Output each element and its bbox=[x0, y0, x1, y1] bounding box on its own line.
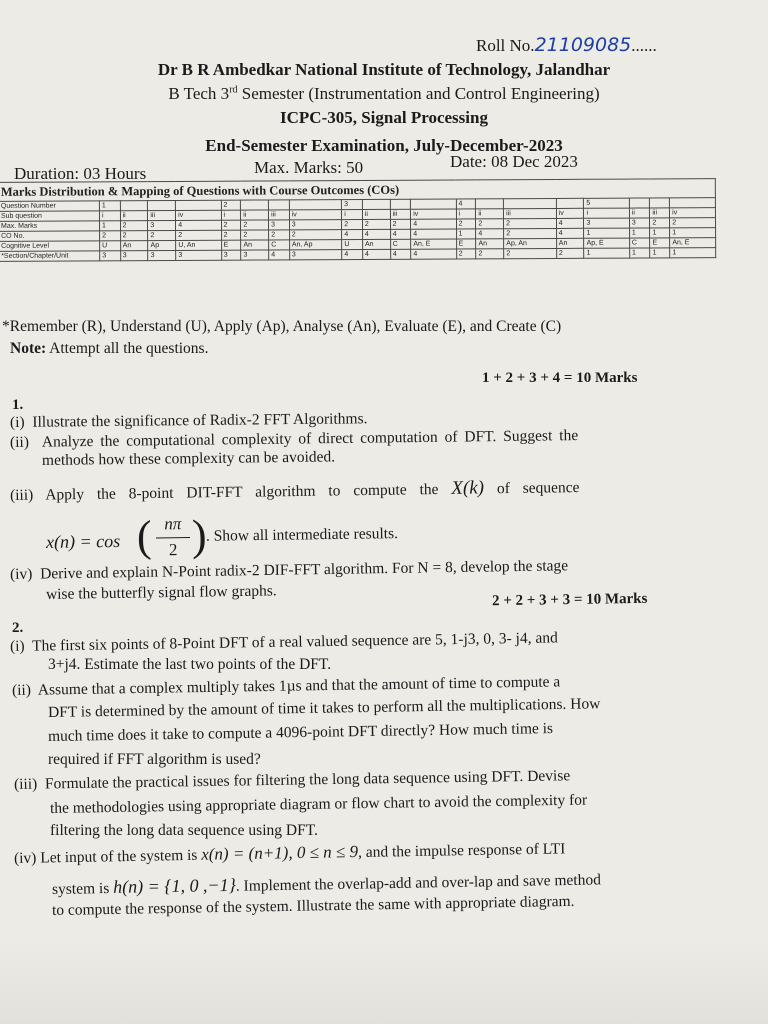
table-cell: iv bbox=[670, 208, 716, 218]
table-cell: 4 bbox=[411, 219, 456, 229]
q2-ii-label: (ii) bbox=[11, 681, 32, 699]
table-cell: 4 bbox=[176, 220, 221, 230]
eq-right-paren: ) bbox=[191, 510, 207, 560]
q1-iii-eq-denominator: 2 bbox=[168, 540, 178, 560]
table-cell: 2 bbox=[148, 230, 176, 240]
table-cell: 4 bbox=[342, 249, 363, 259]
table-cell: C bbox=[390, 239, 411, 249]
program-line bbox=[0, 84, 768, 104]
table-caption: Marks Distribution & Mapping of Questions with Course Outcomes (COs) bbox=[0, 179, 715, 202]
q2-iv-text-d: . Implement the overlap-add and over-lap and save method bbox=[235, 871, 602, 895]
q1-i bbox=[10, 410, 368, 432]
q2-iii-text: Formulate the practical issues for filtering the long data sequence using DFT. Devise bbox=[44, 767, 571, 793]
roll-number bbox=[476, 34, 657, 56]
max-marks: Max. Marks: 50 bbox=[254, 158, 364, 177]
q1-iii-xk: X(k) bbox=[451, 477, 485, 499]
table-cell: 4 bbox=[411, 229, 456, 239]
table-cell: 2 bbox=[342, 219, 363, 229]
table-cell: 1 bbox=[584, 248, 629, 258]
table-cell: 4 bbox=[342, 229, 363, 239]
table-cell: iv bbox=[289, 210, 342, 220]
q1-number: 1. bbox=[12, 397, 24, 413]
q1-marks: 1 + 2 + 3 + 4 = 10 Marks bbox=[482, 370, 638, 386]
eq-left-paren: ( bbox=[136, 511, 152, 561]
table-cell: ii bbox=[629, 208, 650, 218]
q2-iii-label: (iii) bbox=[13, 775, 38, 793]
table-cell: i bbox=[584, 208, 629, 218]
table-cell: 1 bbox=[584, 228, 629, 238]
table-cell: i bbox=[342, 209, 363, 219]
table-cell: 1 bbox=[670, 248, 716, 258]
q2-ii bbox=[12, 673, 561, 700]
q2-i-cont: 3+j4. Estimate the last two points of the DFT. bbox=[48, 656, 332, 673]
table-cell bbox=[650, 198, 670, 208]
table-cell: 2 bbox=[476, 219, 504, 229]
table-cell: ii bbox=[476, 209, 504, 219]
table-row-label: Max. Marks bbox=[0, 221, 100, 232]
table-cell: 1 bbox=[629, 248, 650, 258]
exam-date: Date: 08 Dec 2023 bbox=[450, 152, 578, 171]
q2-iv-text-c: system is bbox=[51, 880, 110, 898]
table-cell: An bbox=[241, 240, 269, 250]
q2-i-label: (i) bbox=[9, 637, 25, 655]
q2-i-text: The first six points of 8-Point DFT of a real valued sequence are 5, 1-j3, 0, 3- j4, and bbox=[31, 629, 558, 655]
table-cell: E bbox=[221, 240, 241, 250]
table-cell: 2 bbox=[221, 230, 241, 240]
table-row-label: *Section/Chapter/Unit bbox=[0, 251, 100, 262]
table-cell: 5 bbox=[584, 198, 629, 208]
q1-ii-label: (ii) bbox=[9, 433, 30, 451]
table-cell: 1 bbox=[100, 221, 121, 231]
table-cell: An bbox=[362, 239, 390, 249]
q1-i-text: Illustrate the significance of Radix-2 FFT Algorithms. bbox=[32, 410, 368, 431]
q1-iii-equation bbox=[45, 510, 399, 566]
table-cell: 2 bbox=[269, 230, 290, 240]
table-row-label: Cognitive Level bbox=[0, 241, 100, 252]
q1-ii-cont: methods how these complexity can be avoided. bbox=[41, 448, 336, 469]
q2-iv-xn: x(n) = (n+1), 0 ≤ n ≤ 9 bbox=[201, 841, 359, 864]
note-text: Attempt all the questions. bbox=[46, 340, 209, 357]
table-cell: An, Ap bbox=[289, 240, 342, 250]
table-cell: 3 bbox=[289, 220, 342, 230]
q2-ii-cont-3: required if FFT algorithm is used? bbox=[48, 751, 261, 768]
table-cell: 2 bbox=[670, 218, 716, 228]
roll-dots: ...... bbox=[631, 36, 657, 55]
table-cell: E bbox=[650, 238, 670, 248]
q1-iii-text-b: of sequence bbox=[496, 479, 580, 498]
table-cell: 1 bbox=[99, 201, 120, 211]
q2-i bbox=[10, 629, 558, 656]
q2-iii bbox=[14, 767, 570, 794]
table-cell: 2 bbox=[289, 230, 342, 240]
table-cell: 4 bbox=[476, 229, 504, 239]
q2-iv-label: (iv) bbox=[13, 849, 37, 867]
q1-iii-text: Apply the 8-point DIT-FFT algorithm to compute the bbox=[45, 481, 439, 504]
table-cell bbox=[289, 200, 342, 210]
q1-iv-label: (iv) bbox=[9, 565, 33, 583]
table-cell: iii bbox=[650, 208, 670, 218]
table-cell: Ap, E bbox=[584, 238, 629, 248]
q2-marks: 2 + 2 + 3 + 3 = 10 Marks bbox=[491, 590, 648, 610]
q1-iii-label: (iii) bbox=[9, 486, 34, 504]
table-cell bbox=[362, 199, 390, 209]
table-cell: 4 bbox=[556, 218, 584, 228]
table-cell bbox=[670, 198, 716, 208]
q2-iii-cont-1: the methodologies using appropriate diagram or flow chart to avoid the complexity for bbox=[49, 791, 588, 817]
roll-label: Roll No. bbox=[476, 36, 535, 55]
roll-handwritten-value: 21109085 bbox=[534, 34, 632, 56]
q2-number: 2. bbox=[12, 620, 24, 636]
table-cell: 3 bbox=[120, 251, 148, 261]
table-cell: 2 bbox=[100, 231, 121, 241]
table-cell bbox=[390, 199, 411, 209]
table-cell: An bbox=[120, 241, 148, 251]
table-cell: An bbox=[476, 239, 504, 249]
q1-iii-eq-numerator: nπ bbox=[164, 514, 182, 534]
table-row-label: CO No. bbox=[0, 231, 100, 242]
table-cell: iii bbox=[504, 208, 557, 218]
table-cell bbox=[629, 198, 650, 208]
table-cell: 2 bbox=[390, 219, 411, 229]
table-cell: ii bbox=[362, 209, 390, 219]
table-cell bbox=[476, 199, 504, 209]
table-cell: iv bbox=[411, 209, 456, 219]
program-text-rest: Semester (Instrumentation and Control Engineering) bbox=[237, 84, 600, 103]
q1-iii-eq-lhs: x(n) = cos bbox=[45, 530, 121, 552]
table-cell: 3 bbox=[148, 250, 176, 260]
table-cell: 2 bbox=[221, 220, 241, 230]
table-row-label: Sub question bbox=[0, 211, 100, 222]
table-cell: U bbox=[100, 241, 121, 251]
institute-name: Dr B R Ambedkar National Institute of Technology, Jalandhar bbox=[157, 60, 611, 79]
q1-iv-cont: wise the butterfly signal flow graphs. bbox=[45, 582, 277, 603]
program-superscript: rd bbox=[229, 84, 238, 96]
q2-ii-cont-1: DFT is determined by the amount of time it takes to perform all the multiplications. How bbox=[47, 695, 601, 721]
table-cell: i bbox=[456, 209, 476, 219]
table-cell: iv bbox=[176, 210, 221, 220]
q2-iv-text-b: , and the impulse response of LTI bbox=[357, 840, 566, 861]
table-cell bbox=[504, 198, 557, 208]
q2-ii-cont-2: much time does it take to compute a 4096-point DFT directly? How much time is bbox=[47, 720, 554, 745]
table-cell: 2 bbox=[221, 200, 241, 210]
table-cell: 3 bbox=[289, 250, 342, 260]
table-cell bbox=[120, 201, 148, 211]
eq-fraction-bar bbox=[156, 537, 190, 538]
table-cell: 4 bbox=[556, 228, 584, 238]
table-cell: 2 bbox=[504, 218, 557, 228]
table-cell: 2 bbox=[504, 248, 557, 258]
q1-iii-text-c: . Show all intermediate results. bbox=[205, 525, 399, 545]
q1-iv-text: Derive and explain N-Point radix-2 DIF-FFT algorithm. For N = 8, develop the stage bbox=[39, 557, 569, 583]
table-cell: An, E bbox=[411, 239, 456, 249]
table-cell: 2 bbox=[456, 249, 476, 259]
table-cell: 1 bbox=[650, 228, 670, 238]
table-cell: 2 bbox=[241, 230, 269, 240]
note-label: Note: bbox=[10, 340, 47, 357]
paper-shadow bbox=[0, 940, 768, 1024]
table-cell: C bbox=[629, 238, 650, 248]
table-cell: 4 bbox=[390, 229, 411, 239]
marks-distribution-table bbox=[0, 178, 716, 262]
table-cell: ii bbox=[241, 210, 269, 220]
table-cell: 1 bbox=[456, 229, 476, 239]
table-cell: 1 bbox=[629, 228, 650, 238]
note bbox=[10, 340, 208, 358]
table-cell: 2 bbox=[176, 230, 221, 240]
table-cell: 2 bbox=[362, 219, 390, 229]
table-cell: 4 bbox=[362, 229, 390, 239]
table-cell bbox=[269, 200, 290, 210]
q1-i-label: (i) bbox=[9, 413, 25, 431]
table-cell bbox=[241, 200, 269, 210]
table-cell: 3 bbox=[269, 220, 290, 230]
table-cell: 3 bbox=[241, 250, 269, 260]
table-cell: C bbox=[269, 240, 290, 250]
table-cell: i bbox=[221, 210, 241, 220]
q2-iv-text: Let input of the system is bbox=[40, 846, 198, 867]
program-text: B Tech 3 bbox=[168, 84, 230, 103]
table-cell: U bbox=[342, 239, 363, 249]
table-cell: 4 bbox=[269, 250, 290, 260]
table-cell bbox=[148, 200, 176, 210]
table-cell: 2 bbox=[650, 218, 670, 228]
exam-meta bbox=[0, 152, 768, 183]
table-cell: 3 bbox=[100, 251, 121, 261]
cognitive-legend: *Remember (R), Understand (U), Apply (Ap), Analyse (An), Evaluate (E), and Create (C) bbox=[2, 318, 562, 335]
table-cell: U, An bbox=[176, 240, 221, 250]
table-row-label: Question Number bbox=[0, 201, 99, 212]
table-cell: iv bbox=[556, 208, 584, 218]
table-cell: E bbox=[456, 239, 476, 249]
table-cell bbox=[556, 198, 584, 208]
table-cell: An bbox=[556, 238, 584, 248]
table-cell: 3 bbox=[148, 220, 176, 230]
table-cell: iii bbox=[269, 210, 290, 220]
table-cell: 3 bbox=[221, 250, 241, 260]
table-cell: 1 bbox=[670, 228, 716, 238]
table-cell: 4 bbox=[411, 249, 456, 259]
table-cell: ii bbox=[120, 211, 148, 221]
q1-ii-text: Analyze the computational complexity of direct computation of DFT. Suggest the bbox=[41, 427, 579, 451]
table-cell: 2 bbox=[456, 219, 476, 229]
table-cell: i bbox=[99, 211, 120, 221]
table-cell: 2 bbox=[504, 228, 557, 238]
q2-ii-text: Assume that a complex multiply takes 1µs and that the amount of time to compute a bbox=[37, 673, 561, 699]
table-cell: 4 bbox=[390, 249, 411, 259]
table-cell: 4 bbox=[456, 199, 476, 209]
table-cell: 1 bbox=[650, 248, 670, 258]
q1-iii bbox=[10, 476, 580, 506]
table-cell bbox=[176, 200, 221, 210]
table-cell bbox=[411, 199, 456, 209]
table-cell: Ap bbox=[148, 240, 176, 250]
table-cell: 4 bbox=[362, 249, 390, 259]
exam-title: End-Semester Examination, July-December-2023 bbox=[205, 136, 563, 155]
table-cell: 2 bbox=[120, 221, 148, 231]
table-cell: 3 bbox=[584, 218, 629, 228]
table-cell: iii bbox=[390, 209, 411, 219]
table-cell: 3 bbox=[629, 218, 650, 228]
table-cell: An, E bbox=[670, 238, 716, 248]
q2-iv bbox=[14, 838, 566, 868]
table-cell: 2 bbox=[120, 231, 148, 241]
table-cell: 3 bbox=[342, 199, 363, 209]
q1-iv bbox=[10, 557, 568, 584]
table-cell: 2 bbox=[241, 220, 269, 230]
q2-iv-cont-2: to compute the response of the system. Illustrate the same with appropriate diagram. bbox=[51, 892, 575, 919]
table-cell: 2 bbox=[556, 248, 584, 258]
table-cell: iii bbox=[148, 210, 176, 220]
duration: Duration: 03 Hours bbox=[14, 164, 147, 183]
table-cell: Ap, An bbox=[504, 238, 557, 248]
table-cell: 2 bbox=[476, 249, 504, 259]
table-cell: 3 bbox=[176, 250, 221, 260]
q2-iv-hn: h(n) = {1, 0 ,−1} bbox=[112, 874, 236, 897]
course-title: ICPC-305, Signal Processing bbox=[280, 108, 488, 127]
q2-iii-cont-2: filtering the long data sequence using DFT. bbox=[50, 822, 318, 839]
